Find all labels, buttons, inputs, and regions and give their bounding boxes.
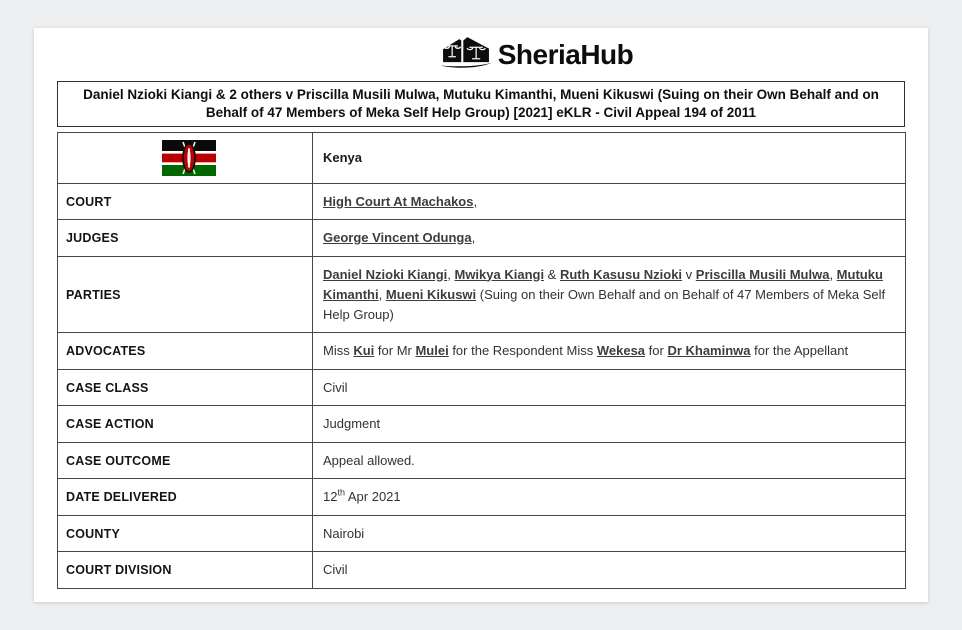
advocates-value — [313, 333, 906, 370]
parties-separator: , — [829, 266, 837, 282]
table-row-court — [58, 184, 906, 220]
parties-separator: & — [544, 266, 560, 282]
table-row-case-outcome — [58, 443, 906, 479]
table-row-date-delivered — [58, 479, 906, 516]
advocates-text: for — [645, 343, 668, 358]
judge-suffix: , — [471, 230, 476, 245]
court-division-value: Civil — [313, 552, 906, 589]
row-label-case-outcome: CASE OUTCOME — [58, 443, 313, 479]
parties-separator: , — [378, 286, 386, 302]
table-row-parties — [58, 257, 906, 333]
table-row-county — [58, 516, 906, 552]
court-link[interactable]: High Court At Machakos — [323, 193, 474, 209]
case-action-value: Judgment — [313, 406, 906, 443]
row-label-court: COURT — [58, 184, 313, 220]
date-rest: Apr 2021 — [344, 489, 401, 504]
table-row-court-division — [58, 552, 906, 589]
advocates-text: for the Respondent Miss — [448, 343, 597, 358]
header — [34, 28, 928, 81]
party-link[interactable]: Daniel Nzioki Kiangi — [323, 266, 448, 282]
advocate-link[interactable]: Dr Khaminwa — [667, 343, 751, 358]
scales-of-justice-icon — [439, 30, 493, 79]
case-outcome-value: Appeal allowed. — [313, 443, 906, 479]
date-ordinal: th — [337, 487, 345, 498]
case-title: Daniel Nzioki Kiangi & 2 others v Priscilla Musili Mulwa, Mutuku Kimanthi, Mueni Kikuswi (Suing on their Own Behalf and on Behalf of 47 Members of Meka Self Help Group) [2021] eKLR - Civil Appeal 194 of 2011 — [57, 81, 905, 127]
row-label-county: COUNTY — [58, 516, 313, 552]
county-value: Nairobi — [313, 516, 906, 552]
case-card — [34, 28, 928, 602]
date-delivered-value — [313, 479, 906, 516]
judge-link[interactable]: George Vincent Odunga — [323, 230, 472, 245]
sheriahub-logo[interactable] — [439, 30, 634, 79]
logo-text: SheriaHub — [497, 38, 634, 70]
row-label-date-delivered: DATE DELIVERED — [58, 479, 313, 516]
row-label-parties: PARTIES — [58, 257, 313, 333]
court-suffix: , — [473, 193, 478, 209]
party-link[interactable]: Mwikya Kiangi — [454, 266, 545, 282]
table-row-country — [58, 133, 906, 184]
table-row-case-class — [58, 370, 906, 406]
kenya-flag-icon — [66, 140, 312, 176]
party-link[interactable]: Mueni Kikuswi — [385, 286, 477, 302]
country-name: Kenya — [323, 150, 363, 165]
table-row-advocates — [58, 333, 906, 370]
date-day: 12 — [323, 489, 338, 504]
advocates-text: for Mr — [374, 343, 416, 358]
row-label-advocates: ADVOCATES — [58, 333, 313, 370]
row-label-case-action: CASE ACTION — [58, 406, 313, 443]
row-label-judges: JUDGES — [58, 220, 313, 257]
table-row-case-action — [58, 406, 906, 443]
party-link[interactable]: Priscilla Musili Mulwa — [695, 266, 830, 282]
parties-description: (Suing on their Own Behalf and on Behalf of 47 Members of Meka Self Help Group) — [323, 286, 886, 322]
parties-separator: , — [447, 266, 455, 282]
table-row-judges — [58, 220, 906, 257]
parties-value — [313, 257, 906, 333]
advocates-text: for the Appellant — [750, 343, 849, 358]
row-label-court-division: COURT DIVISION — [58, 552, 313, 589]
advocate-link[interactable]: Mulei — [415, 343, 449, 358]
party-link[interactable]: Ruth Kasusu Nzioki — [559, 266, 683, 282]
row-label-case-class: CASE CLASS — [58, 370, 313, 406]
case-details-table — [57, 132, 906, 589]
advocates-text: Miss — [323, 343, 354, 358]
advocate-link[interactable]: Kui — [353, 343, 375, 358]
party-link[interactable]: Mutuku Kimanthi — [323, 266, 883, 302]
parties-separator: v — [682, 266, 696, 282]
advocate-link[interactable]: Wekesa — [596, 343, 646, 358]
case-class-value: Civil — [313, 370, 906, 406]
